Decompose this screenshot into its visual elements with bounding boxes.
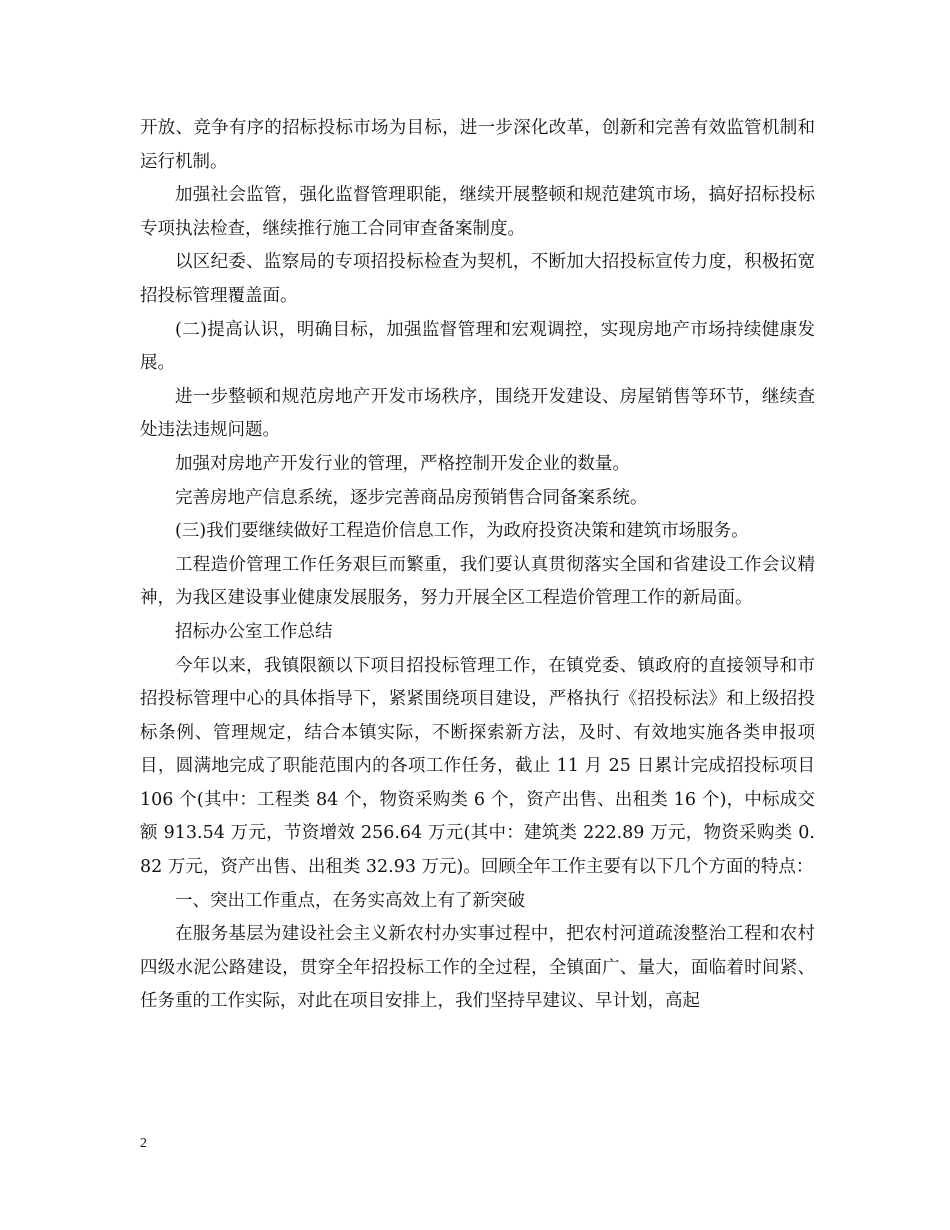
section-heading-paragraph: (三)我们要继续做好工程造价信息工作，为政府投资决策和建筑市场服务。 xyxy=(175,521,749,542)
paragraph: 以区纪委、监察局的专项招投标检查为契机，不断加大招投标宣传力度，积极拓宽招投标管理覆盖面。 xyxy=(140,252,815,306)
paragraph: 加强社会监管，强化监督管理职能，继续开展整顿和规范建筑市场，搞好招标投标专项执法检查，继续推行施工合同审查备案制度。 xyxy=(140,185,815,239)
paragraph: 完善房地产信息系统，逐步完善商品房预销售合同备案系统。 xyxy=(175,487,648,508)
paragraph: 进一步整顿和规范房地产开发市场秩序，围绕开发建设、房屋销售等环节，继续查处违法违规问题。 xyxy=(140,386,815,441)
section-heading-paragraph: (二)提高认识，明确目标，加强监督管理和宏观调控，实现房地产市场持续健康发展。 xyxy=(140,319,815,374)
paragraph: 工程造价管理工作任务艰巨而繁重，我们要认真贯彻落实全国和省建设工作会议精神，为我区建设事业健康发展服务，努力开展全区工程造价管理工作的新局面。 xyxy=(140,554,815,609)
page-number: 2 xyxy=(140,1136,147,1151)
paragraph: 今年以来，我镇限额以下项目招投标管理工作，在镇党委、镇政府的直接领导和市招投标管理中心的具体指导下，紧紧围绕项目建设，严格执行《招投标法》和上级招投标条例、管理规定，结合本镇实际，不断探索新方法，及时、有效地实施各类申报项目，圆满地完成了职能范围内的各项工作任务，截止 11 月 25 日累计完成招投标项目 106 个(其中：工程类 84 个，物资采购类 6 个，资产出售、出租类 16 个)，中标成交额 913.54 万元，节资增效 256.64 万元(其中：建筑类 222.89 万元，物资采购类 0.82 万元，资产出售、出租类 32.93 万元)。回顾全年工作主要有以下几个方面的特点： xyxy=(140,655,815,878)
paragraph: 开放、竞争有序的招标投标市场为目标，进一步深化改革，创新和完善有效监管机制和运行机制。 xyxy=(140,118,815,172)
document-body xyxy=(140,112,815,1019)
document-title: 招标办公室工作总结 xyxy=(175,621,333,642)
paragraph: 在服务基层为建设社会主义新农村办实事过程中，把农村河道疏浚整治工程和农村四级水泥公路建设，贯穿全年招投标工作的全过程，全镇面广、量大，面临着时间紧、任务重的工作实际，对此在项目安排上，我们坚持早建议、早计划，高起 xyxy=(140,924,815,1012)
section-heading-paragraph: 一、突出工作重点，在务实高效上有了新突破 xyxy=(175,890,525,911)
paragraph: 加强对房地产开发行业的管理，严格控制开发企业的数量。 xyxy=(175,453,630,474)
